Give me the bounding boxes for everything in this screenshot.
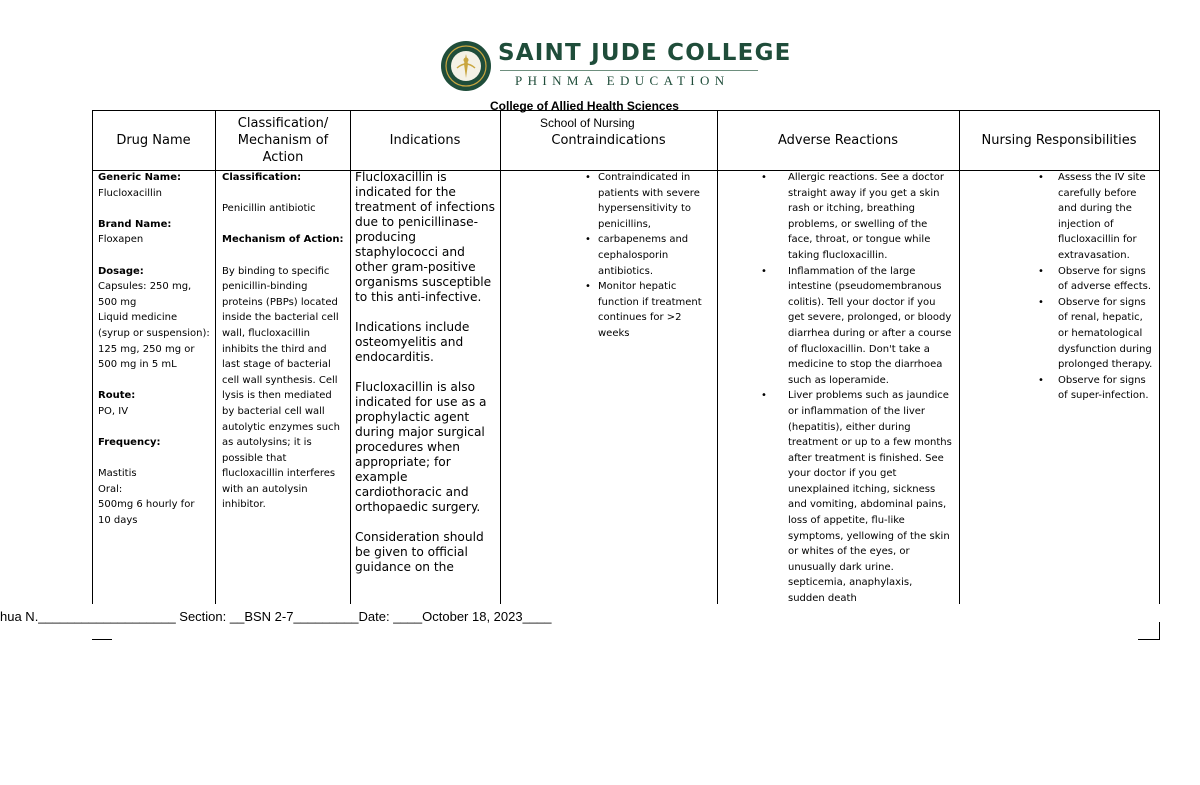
student-info-line: hua N.___________________ Section: __BSN 2-7_________Date: ____October 18, 2023____ [0,609,552,624]
college-seal-icon [440,40,492,92]
header-adverse-reactions: Adverse Reactions [777,132,899,148]
col-border [959,110,960,604]
contraindications-cell [585,170,706,342]
mechanism-label: Mechanism of Action: [222,234,344,246]
header-contraindications: Contraindications [551,132,666,148]
list-item: • Assess the IV site carefully before and during the injection of flucloxacillin for extravasation. [1038,172,1146,261]
header-classification: Classification/ Mechanism of Action [237,115,329,165]
classification-cell [222,170,346,513]
route-label: Route: [98,390,136,402]
list-item: • Liver problems such as jaundice or inflammation of the liver (hepatitis), either during treatment or up to a few months after treatment is finished. See your doctor if you get unexplained itching, sickness and vomiting, abdominal pains, loss of appetite, flu-like symptoms, yellowing of the skin or whites of the eyes, or unusually dark urine. septicemia, anaphylaxis, sudden death [761,390,952,604]
classification-label: Classification: [222,172,302,183]
indications-cell [355,170,498,575]
department-title: College of Allied Health Sciences [490,99,679,113]
col-border [350,110,351,604]
dosage-label: Dosage: [98,265,144,277]
list-item: • Inflammation of the large intestine (pseudomembranous colitis). Tell your doctor if you get severe, prolonged, or bloody diarrhea during or after a course of flucloxacillin. Don't take a medicine to stop the diarrhoea such as loperamide. [761,265,952,386]
classification-value: Penicillin antibiotic [222,203,316,215]
list-item: • Observe for signs of super-infection. [1038,374,1149,402]
logo-divider [500,70,758,71]
nursing-responsibilities-cell [1038,170,1154,404]
indication-paragraph: Indications include osteomyelitis and endocarditis. [355,320,470,364]
table-fragment-border [1138,639,1159,640]
school-title: School of Nursing [540,116,635,130]
mechanism-value: By binding to specific penicillin-binding proteins (PBPs) located inside the bacterial cell wall, flucloxacillin inhibits the third and last stage of bacterial cell wall synthesis. Cell lysis is then mediated by bacterial cell wall autolytic enzymes such as autolysins; it is possible that flucloxacillin interferes with an autolysin inhibitor. [222,265,340,511]
indication-paragraph: Flucloxacillin is indicated for the treatment of infections due to penicillinase-producing staphylococci and other gram-positive organisms susceptible to this anti-infective. [355,170,495,304]
header-nursing-responsibilities: Nursing Responsibilities [981,132,1137,148]
adverse-reactions-cell [761,170,952,604]
college-subtitle: PHINMA EDUCATION [515,73,730,88]
header-indications: Indications [389,132,461,148]
list-item: • Allergic reactions. See a doctor straight away if you get a skin rash or itching, breathing problems, or swelling of the face, throat, or tongue while taking flucloxacillin. [761,172,944,261]
col-border [1159,110,1160,604]
drug-study-table [92,110,1160,604]
route-value: PO, IV [98,405,129,417]
col-border [500,110,501,604]
col-border [92,110,93,604]
frequency-value: Mastitis Oral: 500mg 6 hourly for 10 days [98,468,195,527]
dosage-value: Capsules: 250 mg, 500 mg Liquid medicine (syrup or suspension): 125 mg, 250 mg or 500 mg in 5 mL [98,281,210,371]
list-item: • carbapenems and cephalosporin antibiotics. [585,234,689,277]
drug-name-cell [98,170,210,529]
table-fragment-border [92,639,112,640]
indication-paragraph: Consideration should be given to official guidance on the [355,530,484,574]
col-border [717,110,718,604]
generic-name-label: Generic Name: [98,172,181,183]
table-fragment-border [1159,622,1160,640]
frequency-label: Frequency: [98,437,161,449]
college-name: SAINT JUDE COLLEGE [498,40,792,66]
brand-name-label: Brand Name: [98,218,172,230]
list-item: • Observe for signs of adverse effects. [1038,265,1152,293]
generic-name-value: Flucloxacillin [98,187,162,199]
brand-name-value: Floxapen [98,234,144,246]
list-item: • Contraindicated in patients with severe hypersensitivity to penicillins, [585,172,700,230]
col-border [215,110,216,604]
college-logo [440,40,792,92]
indication-paragraph: Flucloxacillin is also indicated for use as a prophylactic agent during major surgical procedures when appropriate; for example cardiothoracic and orthopaedic surgery. [355,380,487,514]
header-drug-name: Drug Name [116,132,191,148]
list-item: • Monitor hepatic function if treatment continues for >2 weeks [585,281,702,339]
list-item: • Observe for signs of renal, hepatic, or hematological dysfunction during prolonged therapy. [1038,296,1153,371]
